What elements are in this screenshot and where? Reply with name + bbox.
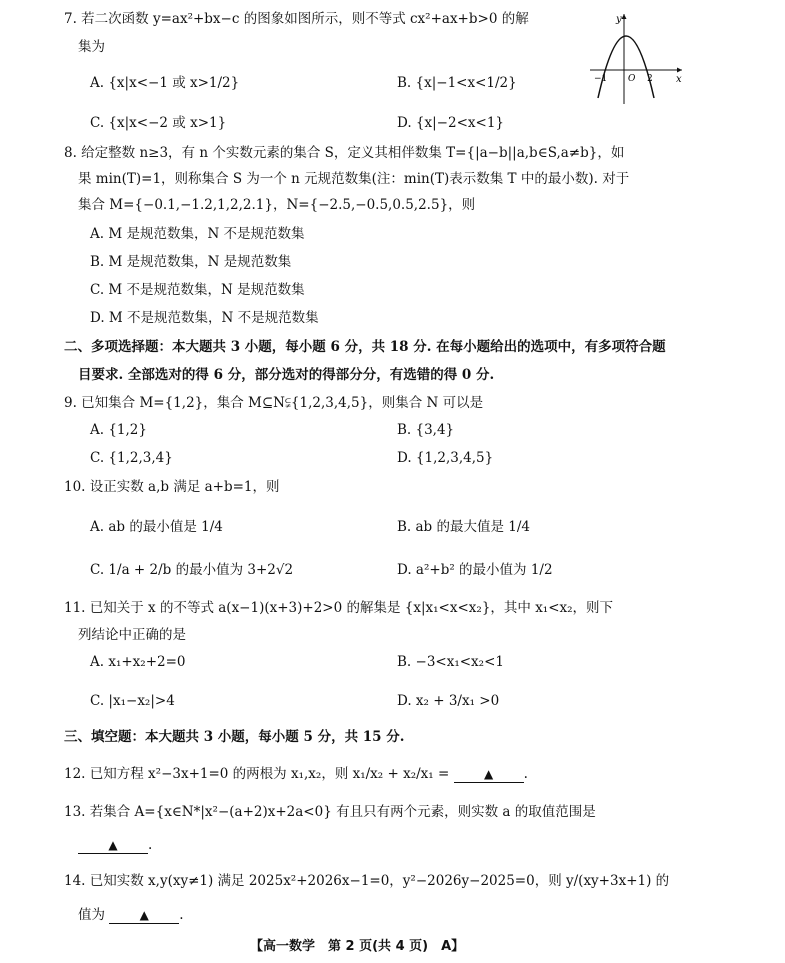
q12-text: 12. 已知方程 x²−3x+1=0 的两根为 x₁,x₂，则 x₁/x₂ + x₂/x₁ = [64, 766, 450, 782]
section-3-heading: 三、填空题：本大题共 3 小题，每小题 5 分，共 15 分. [64, 729, 405, 745]
q7-option-a: A. {x|x<−1 或 x>1/2} [90, 75, 240, 91]
q8-option-b: B. M 是规范数集，N 是规范数集 [90, 254, 292, 270]
q8-stem-line3: 集合 M={−0.1,−1.2,1,2,2.1}，N={−2.5,−0.5,0.5,2.5}，则 [78, 197, 476, 213]
answer-triangle-icon: ▲ [483, 767, 494, 781]
q8-stem-line1: 8. 给定整数 n≥3，有 n 个实数元素的集合 S，定义其相伴数集 T={|a−b||a,b∈S,a≠b}，如 [64, 145, 625, 161]
q13-period: . [148, 837, 153, 853]
y-axis-arrow-icon [622, 14, 627, 19]
q14-text: 值为 [78, 907, 105, 923]
answer-triangle-icon: ▲ [108, 838, 118, 852]
answer-triangle-icon: ▲ [139, 908, 149, 922]
section-2-heading-line2: 目要求. 全部选对的得 6 分，部分选对的得部分分，有选错的得 0 分. [78, 367, 495, 383]
q13-answer-line [78, 836, 152, 854]
q10-option-a: A. ab 的最小值是 1/4 [90, 519, 223, 535]
q14-answer-blank[interactable] [109, 907, 179, 924]
q8-option-d: D. M 不是规范数集，N 不是规范数集 [90, 310, 319, 326]
q13-answer-blank[interactable] [78, 837, 148, 854]
q11-option-c: C. |x₁−x₂|>4 [90, 693, 175, 709]
q7-stem-line2: 集为 [78, 39, 105, 55]
q10-option-b: B. ab 的最大值是 1/4 [397, 519, 531, 535]
q10-stem: 10. 设正实数 a,b 满足 a+b=1，则 [64, 479, 280, 495]
q9-option-b: B. {3,4} [397, 422, 455, 438]
q7-parabola-graph [588, 8, 688, 106]
q14-answer-line [78, 906, 184, 924]
x-axis-arrow-icon [677, 68, 682, 73]
q10-option-c: C. 1/a + 2/b 的最小值为 3+2√2 [90, 562, 294, 578]
q14-stem-line1: 14. 已知实数 x,y(xy≠1) 满足 2025x²+2026x−1=0，y²−2026y−2025=0，则 y/(xy+3x+1) 的 [64, 873, 670, 889]
q11-stem-line1: 11. 已知关于 x 的不等式 a(x−1)(x+3)+2>0 的解集是 {x|x₁<x<x₂}，其中 x₁<x₂，则下 [64, 600, 614, 616]
q10-option-d: D. a²+b² 的最小值为 1/2 [397, 562, 553, 578]
q8-option-c: C. M 不是规范数集，N 是规范数集 [90, 282, 305, 298]
parabola-curve [598, 36, 654, 98]
q11-option-d: D. x₂ + 3/x₁ >0 [397, 693, 500, 709]
x-axis-label: x [676, 74, 682, 85]
page-footer: 【高一数学 第 2 页(共 4 页) A】 [250, 939, 465, 954]
q13-stem: 13. 若集合 A={x∈N*|x²−(a+2)x+2a<0} 有且只有两个元素，则实数 a 的取值范围是 [64, 804, 596, 820]
origin-label: O [628, 74, 636, 84]
q14-period: . [179, 907, 184, 923]
q12-period: . [523, 766, 528, 782]
q8-stem-line2: 果 min(T)=1，则称集合 S 为一个 n 元规范数集(注：min(T)表示数集 T 中的最小数). 对于 [78, 171, 630, 187]
q12-stem [64, 765, 528, 783]
q11-option-b: B. −3<x₁<x₂<1 [397, 654, 504, 670]
q11-option-a: A. x₁+x₂+2=0 [90, 654, 186, 670]
q12-answer-blank[interactable] [454, 766, 524, 783]
q8-option-a: A. M 是规范数集，N 不是规范数集 [90, 226, 305, 242]
q9-option-d: D. {1,2,3,4,5} [397, 450, 494, 466]
q9-option-c: C. {1,2,3,4} [90, 450, 173, 466]
tick-2-label: 2 [647, 74, 653, 84]
q7-option-b: B. {x|−1<x<1/2} [397, 75, 517, 91]
q7-option-d: D. {x|−2<x<1} [397, 115, 504, 131]
tick-neg1-label: −1 [594, 74, 608, 84]
q9-stem: 9. 已知集合 M={1,2}，集合 M⊆N⫋{1,2,3,4,5}，则集合 N 可以是 [64, 395, 484, 411]
q11-stem-line2: 列结论中正确的是 [78, 627, 186, 643]
q7-option-c: C. {x|x<−2 或 x>1} [90, 115, 227, 131]
section-2-heading-line1: 二、多项选择题：本大题共 3 小题，每小题 6 分，共 18 分. 在每小题给出的选项中，有多项符合题 [64, 339, 666, 355]
y-axis-label: y [616, 14, 622, 25]
q9-option-a: A. {1,2} [90, 422, 147, 438]
q7-stem-line1: 7. 若二次函数 y=ax²+bx−c 的图象如图所示，则不等式 cx²+ax+b>0 的解 [64, 11, 529, 27]
